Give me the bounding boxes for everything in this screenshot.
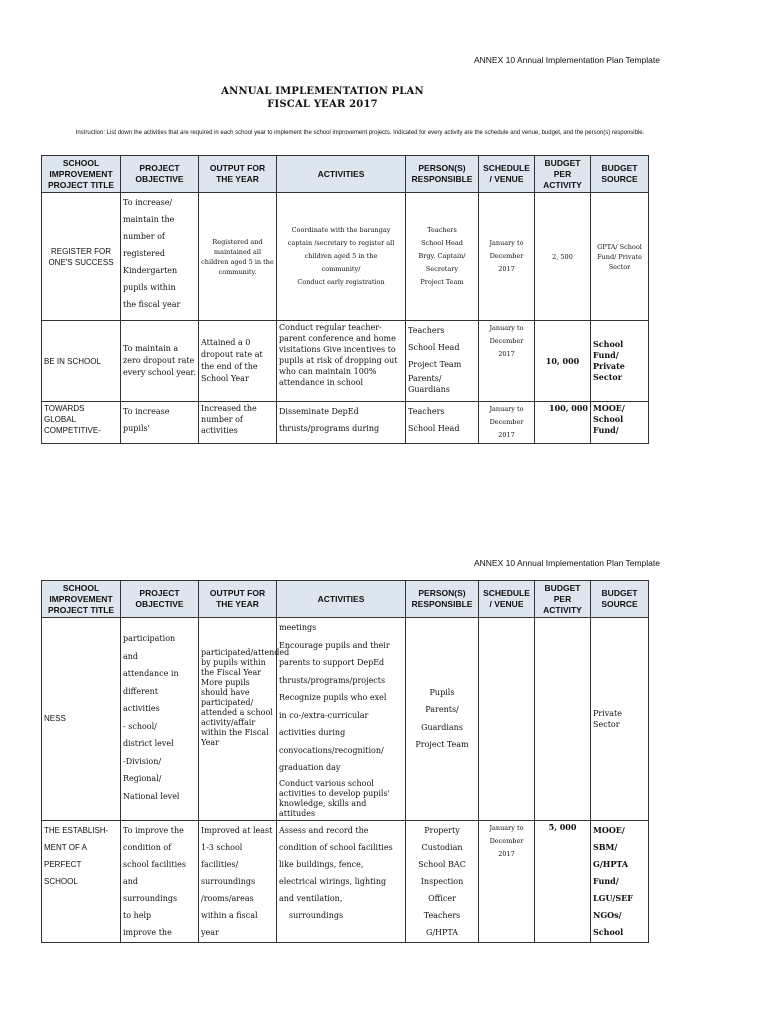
table-row: [42, 321, 649, 402]
header-project-title: SCHOOL IMPROVEMENT PROJECT TITLE: [42, 581, 121, 618]
output-cell: Improved at least 1-3 school facilities/ surroundings /rooms/areas within a fiscal year: [199, 820, 277, 942]
objective-cell: To improve the condition of school facilities and surroundings to help improve the: [121, 820, 199, 942]
activities-cell: Disseminate DepEd thrusts/programs during: [277, 402, 406, 444]
output-cell: Increased the number of activities: [199, 402, 277, 444]
source-cell: MOOE/ School Fund/: [591, 402, 649, 444]
schedule-cell: January to December 2017: [479, 321, 535, 402]
table-row: [42, 820, 649, 942]
header-persons: PERSON(S) RESPONSIBLE: [406, 581, 479, 618]
header-schedule: SCHEDULE / VENUE: [479, 581, 535, 618]
header-project-title: SCHOOL IMPROVEMENT PROJECT TITLE: [42, 156, 121, 193]
project-title-cell: THE ESTABLISH- MENT OF A PERFECT SCHOOL: [42, 820, 121, 942]
implementation-plan-table-continued: [41, 580, 649, 943]
source-cell: GPTA/ School Fund/ Private Sector: [591, 193, 649, 321]
budget-cell: 10, 000: [535, 321, 591, 402]
activities-cell: Coordinate with the barangay captain /secretary to register all children aged 5 in the community/ Conduct early registration: [277, 193, 406, 321]
instruction-text: Instruction: List down the activities that are required in each school year to implement the school improvement projects. Indicated for every activity are the schedule and venue, budget, and the person(s) responsible.: [75, 130, 645, 136]
persons-cell: Teachers School Head: [406, 402, 479, 444]
header-objective: PROJECT OBJECTIVE: [121, 581, 199, 618]
plan-title: ANNUAL IMPLEMENTATION PLAN: [221, 86, 424, 97]
header-output: OUTPUT FOR THE YEAR: [199, 156, 277, 193]
activities-cell: meetings Encourage pupils and their parents to support DepEd thrusts/programs/projects Recognize pupils who exel in co-/extra-curricular activities during convocations/recognition/ graduation day Conduct various school activities to develop pupils' knowledge, skills and attitudes: [277, 618, 406, 821]
annex-label: ANNEX 10 Annual Implementation Plan Template: [473, 55, 660, 65]
budget-cell: 100, 000: [535, 402, 591, 444]
table-row: [42, 402, 649, 444]
project-title-cell: REGISTER FOR ONE'S SUCCESS: [42, 193, 121, 321]
header-objective: PROJECT OBJECTIVE: [121, 156, 199, 193]
project-title-cell: NESS: [42, 618, 121, 821]
budget-cell: [535, 618, 591, 821]
persons-cell: Teachers School Head Brgy. Captain/ Secretary Project Team: [406, 193, 479, 321]
objective-cell: participation and attendance in different activities - school/ district level -Division/ Regional/ National level: [121, 618, 199, 821]
header-budget: BUDGET PER ACTIVITY: [535, 581, 591, 618]
schedule-cell: [479, 618, 535, 821]
persons-cell: Teachers School Head Project Team Parents/ Guardians: [406, 321, 479, 402]
output-cell: participated/attended by pupils within the Fiscal Year More pupils should have participated/ attended a school activity/affair within the Fiscal Year: [199, 618, 277, 821]
fiscal-year-title: FISCAL YEAR 2017: [267, 99, 378, 110]
annex-label: ANNEX 10 Annual Implementation Plan Template: [473, 558, 660, 568]
header-source: BUDGET SOURCE: [591, 156, 649, 193]
project-title-cell: BE IN SCHOOL: [42, 321, 121, 402]
header-budget: BUDGET PER ACTIVITY: [535, 156, 591, 193]
header-persons: PERSON(S) RESPONSIBLE: [406, 156, 479, 193]
header-schedule: SCHEDULE / VENUE: [479, 156, 535, 193]
objective-cell: To increase pupils': [121, 402, 199, 444]
header-output: OUTPUT FOR THE YEAR: [199, 581, 277, 618]
objective-cell: To increase/ maintain the number of registered Kindergarten pupils within the fiscal year: [121, 193, 199, 321]
activities-cell: Assess and record the condition of school facilities like buildings, fence, electrical wirings, lighting and ventilation, surroundings: [277, 820, 406, 942]
schedule-cell: January to December 2017: [479, 193, 535, 321]
header-activities: ACTIVITIES: [277, 156, 406, 193]
header-source: BUDGET SOURCE: [591, 581, 649, 618]
implementation-plan-table: [41, 155, 649, 444]
header-row: [42, 581, 649, 618]
header-activities: ACTIVITIES: [277, 581, 406, 618]
persons-cell: Property Custodian School BAC Inspection Officer Teachers G/HPTA: [406, 820, 479, 942]
table-row: [42, 618, 649, 821]
output-cell: Registered and maintained all children aged 5 in the community.: [199, 193, 277, 321]
activities-cell: Conduct regular teacher-parent conference and home visitations Give incentives to pupils at risk of dropping out who can maintain 100% attendance in school: [277, 321, 406, 402]
output-cell: Attained a 0 dropout rate at the end of the School Year: [199, 321, 277, 402]
project-title-cell: TOWARDS GLOBAL COMPETITIVE-: [42, 402, 121, 444]
budget-cell: 5, 000: [535, 820, 591, 942]
schedule-cell: January to December 2017: [479, 820, 535, 942]
persons-cell: Pupils Parents/ Guardians Project Team: [406, 618, 479, 821]
table-row: [42, 193, 649, 321]
objective-cell: To maintain a zero dropout rate every school year.: [121, 321, 199, 402]
source-cell: MOOE/ SBM/ G/HPTA Fund/ LGU/SEF NGOs/ School: [591, 820, 649, 942]
header-row: [42, 156, 649, 193]
source-cell: Private Sector: [591, 618, 649, 821]
schedule-cell: January to December 2017: [479, 402, 535, 444]
source-cell: School Fund/ Private Sector: [591, 321, 649, 402]
budget-cell: 2, 500: [535, 193, 591, 321]
